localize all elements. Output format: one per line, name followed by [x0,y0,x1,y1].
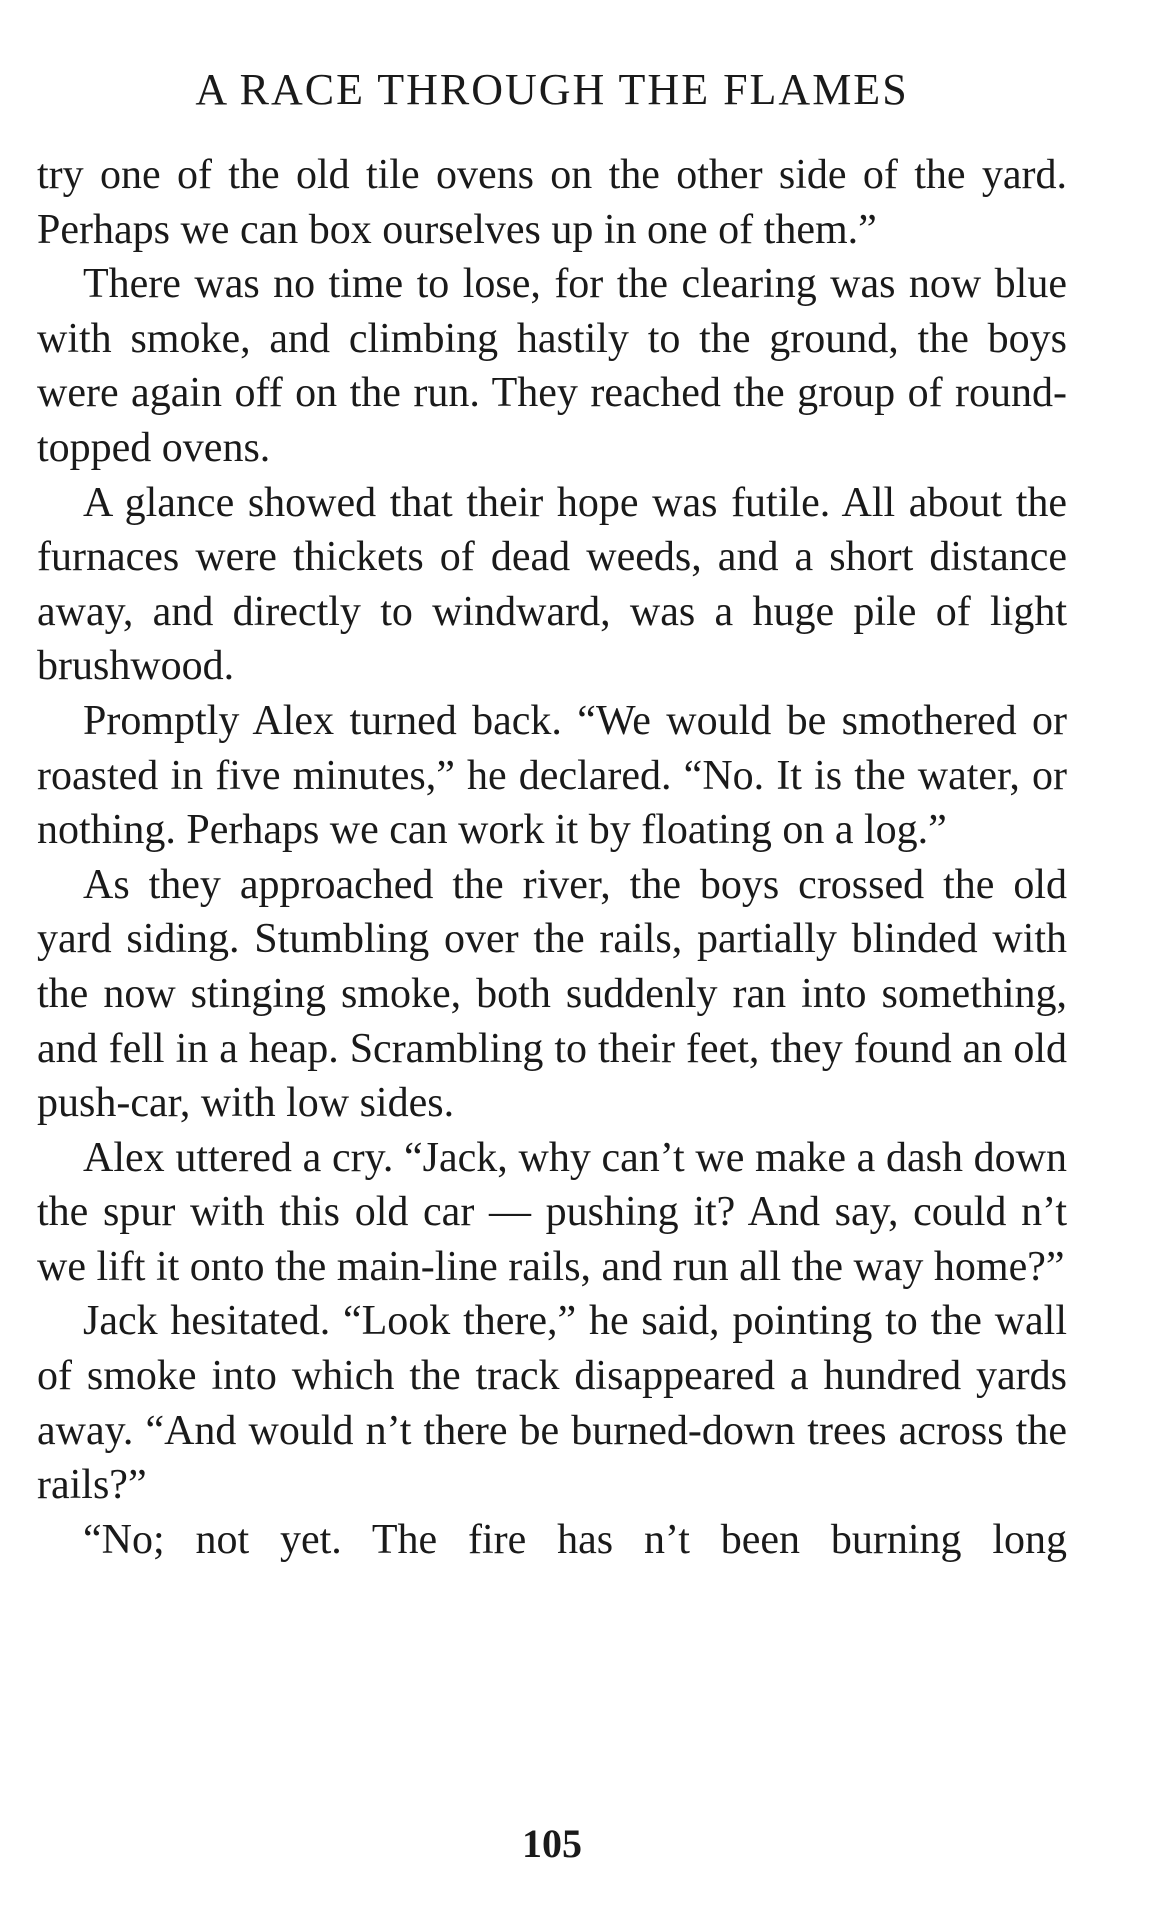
paragraph: As they approached the river, the boys crossed the old yard siding. Stumbling over the rails, partially blinded with the now stinging smoke, both suddenly ran into something, and fell in a heap. Scrambling to their feet, they found an old push-car, with low sides. [37,861,1067,1127]
body-text [37,148,1067,1567]
running-head: A RACE THROUGH THE FLAMES [195,65,909,114]
paragraph-continuation: try one of the old tile ovens on the other side of the yard. Perhaps we can box ourselves up in one of them.” [37,152,1067,253]
paragraph: There was no time to lose, for the clearing was now blue with smoke, and climbing hastily to the ground, the boys were again off on the run. They reached the group of round-topped ovens. [37,261,1067,471]
paragraph: Jack hesitated. “Look there,” he said, pointing to the wall of smoke into which the track disappeared a hundred yards away. “And would n’t there be burned-down trees across the rails?” [37,1298,1067,1509]
paragraph: Alex uttered a cry. “Jack, why can’t we make a dash down the spur with this old car — pushing it? And say, could n’t we lift it onto the main-line rails, and run all the way home?” [37,1134,1067,1290]
page-number: 105 [522,1821,582,1866]
paragraph: Promptly Alex turned back. “We would be smothered or roasted in five minutes,” he declared. “No. It is the water, or nothing. Perhaps we can work it by floating on a log.” [37,697,1067,854]
paragraph-continues: “No; not yet. The fire has n’t been burning long [83,1516,1067,1563]
paragraph: A glance showed that their hope was futile. All about the furnaces were thickets of dead weeds, and a short distance away, and directly to windward, was a huge pile of light brushwood. [37,479,1067,690]
book-page [37,0,1067,1905]
